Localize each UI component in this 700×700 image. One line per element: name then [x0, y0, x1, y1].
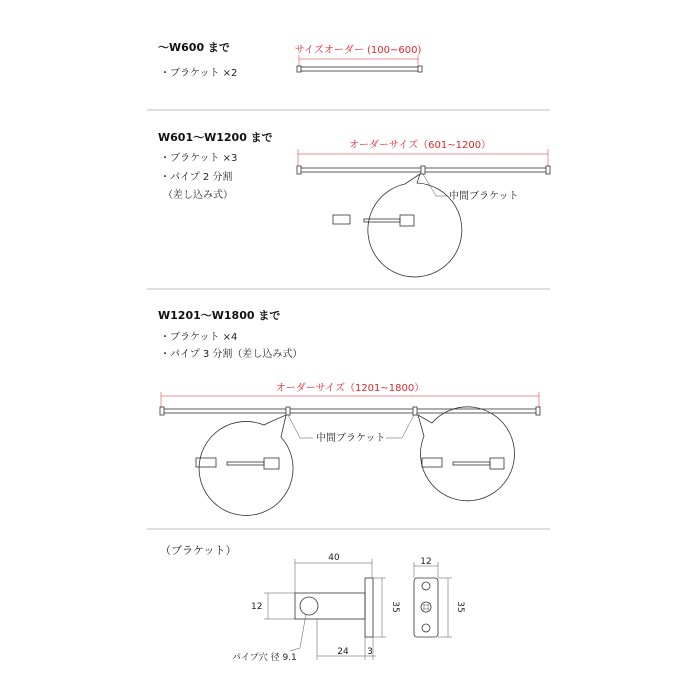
dim-3-label: 3 [367, 647, 373, 657]
dimension-12-left [264, 593, 295, 619]
dim-12-front-label: 12 [420, 557, 432, 567]
section1-item1: ・ブラケット ×2 [160, 68, 238, 79]
section3-detail-circle-right [418, 407, 514, 501]
section2-title: W601～W1200 まで [158, 131, 273, 144]
bracket-side-view [295, 578, 373, 637]
section3-callout-line-right [386, 415, 414, 438]
section2-item3: （差し込み式） [163, 190, 233, 201]
dim-24-label: 24 [337, 647, 349, 657]
section3-callout: 中間ブラケット [316, 433, 386, 444]
section1-pipe [297, 66, 422, 72]
section3-detail-circle-left [196, 415, 293, 515]
section3-pipe [160, 407, 540, 415]
section2-pipe [297, 166, 550, 174]
section4-title: （ブラケット） [160, 544, 237, 557]
section1-size-dimension [299, 55, 418, 66]
section3-item1: ・ブラケット ×4 [160, 332, 238, 343]
bracket-front-view [414, 578, 438, 637]
section3-size-label: オーダーサイズ（1201~1800） [275, 383, 425, 394]
dimension-40 [295, 559, 372, 593]
dim-12-left-label: 12 [251, 602, 263, 612]
hole-label: パイプ穴 径 9.1 [232, 653, 297, 663]
section2-detail-circle [333, 174, 462, 277]
section2-item2: ・パイプ 2 分割 [160, 172, 233, 183]
dim-35-side-label: 35 [390, 601, 400, 613]
dim-40-label: 40 [328, 553, 340, 563]
section3-item2: ・パイプ 3 分割（差し込み式） [160, 349, 303, 360]
section2-callout: 中間ブラケット [449, 191, 519, 202]
section2-size-dimension [298, 149, 548, 166]
section2-size-label: オーダーサイズ（601~1200） [348, 140, 492, 151]
section2-item1: ・ブラケット ×3 [160, 153, 238, 164]
dimension-35-front [438, 578, 452, 637]
hole-leader-line [290, 614, 306, 651]
section3-title: W1201～W1800 まで [158, 309, 281, 322]
dim-35-front-label: 35 [455, 601, 465, 613]
section1-size-label: サイズオーダー (100~600) [294, 45, 422, 56]
dimension-35-side [373, 578, 386, 637]
section1-title: ～W600 まで [158, 41, 230, 54]
section3-callout-line-left [288, 415, 313, 438]
section3-size-dimension [161, 392, 539, 408]
